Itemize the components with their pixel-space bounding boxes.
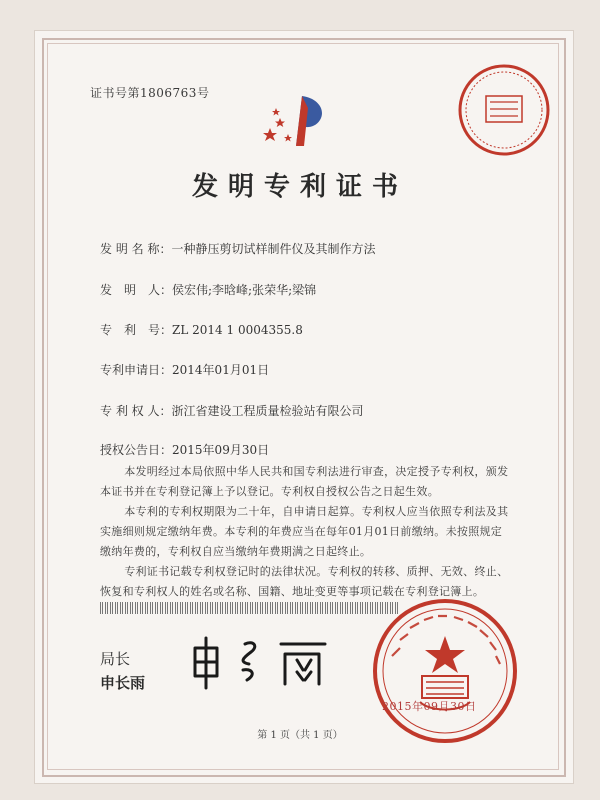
- certificate-body: [100, 462, 512, 602]
- field-label: 专 利 权 人：: [100, 404, 172, 418]
- national-ip-office-seal-icon: [370, 596, 520, 746]
- field-label: 授权公告日：: [100, 443, 173, 457]
- field-label: 发 明 人：: [100, 283, 173, 297]
- field-label: 专 利 号：: [100, 323, 173, 337]
- field-patent-number: [100, 321, 303, 338]
- patent-office-emblem-icon: [258, 88, 338, 152]
- field-application-date: [100, 361, 269, 378]
- page-number: 第 1 页（共 1 页）: [257, 730, 343, 741]
- field-value: 浙江省建设工程质量检验站有限公司: [171, 404, 364, 418]
- field-inventors: [100, 281, 316, 298]
- field-value: ZL 2014 1 0004355.8: [172, 323, 303, 337]
- certificate-title: 发明专利证书: [191, 172, 408, 202]
- field-value: 一种静压剪切试样制件仪及其制作方法: [171, 242, 376, 256]
- field-grant-date: [100, 441, 269, 458]
- office-seal-top-icon: [454, 60, 554, 160]
- body-paragraph: 专利证书记载专利权登记时的法律状况。专利权的转移、质押、无效、终止、恢复和专利权人的姓名或名称、国籍、地址变更等事项记载在专利登记簿上。: [100, 565, 509, 598]
- director-title: 局长: [100, 650, 131, 668]
- barcode: [100, 602, 400, 614]
- body-paragraph: 本专利的专利权期限为二十年，自申请日起算。专利权人应当依照专利法及其实施细则规定缴纳年费。本专利的年费应当在每年01月01日前缴纳。未按照规定缴纳年费的，专利权自应当缴纳年费期满之日起终止。: [100, 505, 509, 558]
- field-label: 专利申请日：: [100, 363, 173, 377]
- field-invention-name: [100, 240, 375, 257]
- field-value: 2014年01月01日: [172, 363, 270, 377]
- certificate-number: 证书号第1806763号: [90, 86, 210, 100]
- seal-date: 2015年09月30日: [382, 700, 477, 713]
- field-value: 2015年09月30日: [172, 443, 270, 457]
- director-name: 申长雨: [100, 674, 146, 692]
- field-value: 侯宏伟;李晗峰;张荣华;梁锦: [172, 283, 317, 297]
- director-signature-icon: [185, 630, 345, 690]
- body-paragraph: 本发明经过本局依照中华人民共和国专利法进行审查，决定授予专利权，颁发本证书并在专利登记簿上予以登记。专利权自授权公告之日起生效。: [100, 465, 509, 498]
- field-label: 发 明 名 称：: [100, 242, 172, 256]
- field-patentee: [100, 402, 363, 419]
